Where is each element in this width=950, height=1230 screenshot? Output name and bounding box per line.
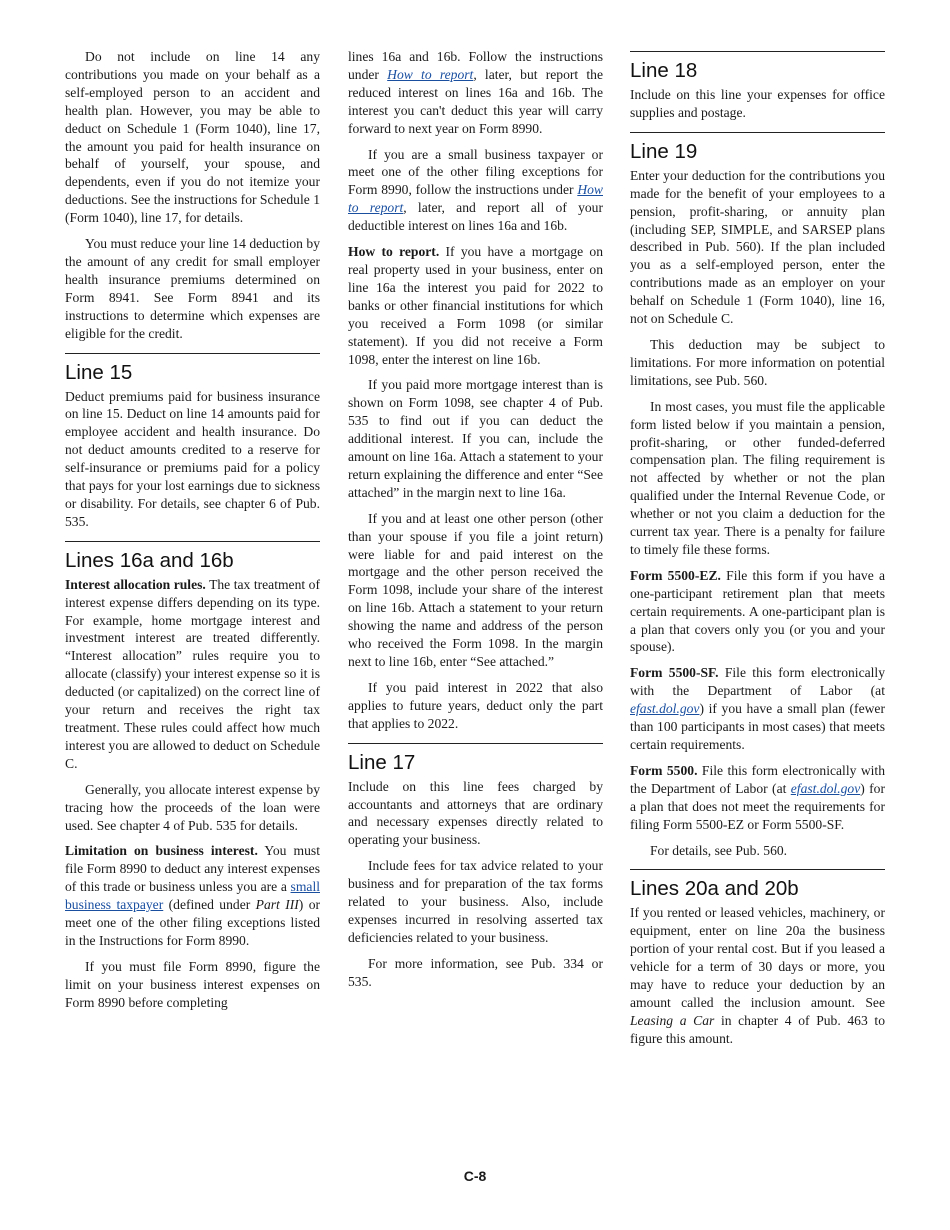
link-text: efast.dol.gov xyxy=(630,701,700,717)
paragraph-line19-contributions: Enter your deduction for the contributions you made for the benefit of your employees to a pension, profit-sharing, or annuity plan (including SEP, SIMPLE, and SARSEP plans described in Pub. 560). If the plan included you as a self-employed person, enter the contributions made as an employer on your behalf on Schedule 1 (Form 1040), line 16, not on Schedule C. xyxy=(630,167,885,327)
section-line-15 xyxy=(65,353,320,531)
link-text: efast.dol.gov xyxy=(790,780,861,796)
heading-line-19: Line 19 xyxy=(630,139,698,163)
heading-lines-20a-20b: Lines 20a and 20b xyxy=(630,877,799,901)
paragraph-text: You must file Form 8990 to deduct any interest expenses of this trade or business unless you are a xyxy=(65,843,320,895)
paragraph-limitation-business-interest xyxy=(65,842,320,949)
section-line-19 xyxy=(630,132,885,860)
paragraph-line17-fees: Include on this line fees charged by accountants and attorneys that are ordinary and necessary expenses directly related to operating your business. xyxy=(348,778,603,848)
italic-leasing-a-car: Leasing a Car xyxy=(630,1012,715,1028)
link-efast-dol-gov-2[interactable] xyxy=(791,781,860,796)
paragraph-text: ) or meet one of the other filing exceptions listed in the Instructions for Form 8990. xyxy=(65,897,321,948)
heading-line-15: Line 15 xyxy=(65,360,133,384)
paragraph-text: File this form electronically with the Department of Labor (at xyxy=(630,665,885,699)
paragraph-text: File this form electronically with the Department of Labor (at xyxy=(630,762,885,796)
paragraph-rented-leased xyxy=(630,904,885,1047)
paragraph-text: If you are a small business taxpayer or meet one of the other filing exceptions for Form 8990, follow the instructions under xyxy=(348,146,603,198)
section-line-17 xyxy=(348,743,603,991)
link-small-business-taxpayer[interactable]: small business taxpayer xyxy=(65,879,320,913)
paragraph-text: File this form if you have a one-participant retirement plan that meets certain requirements. A one-participant plan is a plan that covers only you (or you and your spouse). xyxy=(630,567,885,655)
run-in-heading-limitation: Limitation on business interest. xyxy=(65,843,258,859)
paragraph-text: lines 16a and 16b. Follow the instructions under xyxy=(348,49,603,82)
paragraph-text: If you rented or leased vehicles, machinery, or equipment, enter on line 20a the business portion of your rental cost. But if you leased a vehicle for a term of 30 days or more, you may have to reduce your deduction by an amount called the inclusion amount. See xyxy=(630,905,885,1010)
page-number: C-8 xyxy=(463,1168,487,1184)
paragraph-more-mortgage-interest: If you paid more mortgage interest than is shown on Form 1098, see chapter 4 of Pub. 535 to find out if you can deduct the additional interest. If you can, include the amount on line 16a. Attach a statement to your return explaining the difference and enter “See attached” in the margin next to line 16a. xyxy=(348,377,603,500)
paragraph-line17-tax-advice: Include fees for tax advice related to your business and for preparation of the tax forms related to your business. Also, include expenses incurred in resolving asserted tax deficiencies related to your business. xyxy=(348,858,603,945)
paragraph-line18-supplies: Include on this line your expenses for office supplies and postage. xyxy=(630,87,885,120)
paragraph-interest-allocation xyxy=(65,576,320,773)
run-in-heading-how-to-report: How to report. xyxy=(348,244,440,260)
paragraph-other-person-liable: If you and at least one other person (other than your spouse if you file a joint return) were liable for and paid interest on the mortgage and the other person received the Form 1098, include your share of the interest on line 16b. Attach a statement to your return showing the name and address of the person who received the Form 1098. In the margin next to line 16b, enter “See attached.” xyxy=(348,510,603,669)
paragraph-follow-instructions xyxy=(348,48,603,138)
paragraph-text: ) if you have a small plan (fewer than 100 participants in most cases) that meets certain requirements. xyxy=(630,701,885,752)
column-3 xyxy=(630,48,885,1056)
link-efast-dol-gov[interactable] xyxy=(630,701,699,716)
link-text: How to report xyxy=(348,182,603,216)
heading-lines-16a-16b: Lines 16a and 16b xyxy=(65,548,234,572)
column-1 xyxy=(65,48,320,1020)
run-in-heading-form-5500-sf: Form 5500-SF. xyxy=(630,665,719,681)
paragraph-future-years: If you paid interest in 2022 that also applies to future years, deduct only the part that applies to 2022. xyxy=(348,679,603,731)
heading-line-17: Line 17 xyxy=(348,750,416,774)
paragraph-text: ) for a plan that does not meet the requirements for filing Form 5500-EZ or Form 5500-SF. xyxy=(630,780,885,832)
paragraph-line14-contributions: Do not include on line 14 any contributions you made on your behalf as a self-employed person to an accident and health plan. However, you may be able to deduct on Schedule 1 (Form 1040), line 17, the amount you paid for health insurance on behalf of yourself, your spouse, and dependents, even if you do not itemize your deductions. See the instructions for Schedule 1 (Form 1040), line 17, for details. xyxy=(65,49,320,226)
paragraph-text: If you have a mortgage on real property used in your business, enter on line 16a the interest you paid for 2022 to banks or other financial institutions for which you received a Form 1098 (or similar statement). If you did not receive a Form 1098, enter the interest on line 16b. xyxy=(348,244,603,367)
section-lines-20a-20b xyxy=(630,869,885,1047)
paragraph-how-to-report xyxy=(348,243,603,368)
paragraph-details-pub-560: For details, see Pub. 560. xyxy=(650,842,788,858)
paragraph-form-5500 xyxy=(630,762,885,834)
paragraph-text: , later, and report all of your deductible interest on lines 16a and 16b. xyxy=(348,200,603,234)
paragraph-tracing: Generally, you allocate interest expense by tracing how the proceeds of the loan were used. See chapter 4 of Pub. 535 for details. xyxy=(65,781,320,833)
link-how-to-report[interactable] xyxy=(387,67,473,82)
run-in-heading-form-5500-ez: Form 5500-EZ. xyxy=(630,567,721,583)
paragraph-text: in chapter 4 of Pub. 463 to figure this amount. xyxy=(630,1012,885,1046)
link-text: How to report xyxy=(387,66,474,82)
paragraph-form-5500-ez xyxy=(630,567,885,657)
heading-line-18: Line 18 xyxy=(630,59,698,82)
section-lines-16a-16b xyxy=(65,541,320,1012)
paragraph-line19-filing: In most cases, you must file the applicable form listed below if you maintain a pension, profit-sharing, or other funded-deferred compensation plan. The filing requirement is not affected by whether or not the plan qualified under the Internal Revenue Code, or whether or not you claim a deduction for the current tax year. There is a penalty for failure to timely file these forms. xyxy=(630,398,885,557)
paragraph-text: , later, but report the reduced interest on lines 16a and 16b. The interest you can't deduct this year will carry forward to next year on Form 8990. xyxy=(348,66,603,136)
paragraph-line15-premiums: Deduct premiums paid for business insurance on line 15. Deduct on line 14 amounts paid for employee accident and health insurance. Do not deduct amounts credited to a reserve for self-insurance or premiums paid for a policy that pays for your lost earnings due to sickness or disability. For details, see chapter 6 of Pub. 535. xyxy=(65,388,320,529)
run-in-heading-interest-allocation: Interest allocation rules. xyxy=(65,576,206,592)
paragraph-line17-more-info: For more information, see Pub. 334 or 535. xyxy=(348,955,603,989)
paragraph-line19-limitations: This deduction may be subject to limitations. For more information on potential limitations, see Pub. 560. xyxy=(630,336,885,388)
column-2 xyxy=(348,48,603,999)
paragraph-text: The tax treatment of interest expense differs depending on its type. For example, home mortgage interest and investment interest are treated differently. “Interest allocation” rules require you to allocate (classify) your interest expense so it is deducted (or capitalized) on the correct line of your return and receives the right tax treatment. These rules could affect how much interest you are allowed to deduct on Schedule C. xyxy=(65,576,321,771)
run-in-heading-form-5500: Form 5500. xyxy=(630,762,698,778)
paragraph-line14-reduce: You must reduce your line 14 deduction by the amount of any credit for small employer health insurance premiums determined on Form 8941. See Form 8941 and its instructions to determine which expenses are eligible for the credit. xyxy=(65,236,320,341)
paragraph-text: (defined under xyxy=(163,897,256,913)
italic-part-iii: Part III xyxy=(255,897,299,913)
paragraph-form-5500-sf xyxy=(630,664,885,754)
paragraph-small-business-exception xyxy=(348,146,603,236)
section-line-18 xyxy=(630,51,885,122)
paragraph-form-8990-limit: If you must file Form 8990, figure the limit on your business interest expenses on Form 8990 before completing xyxy=(65,958,320,1010)
